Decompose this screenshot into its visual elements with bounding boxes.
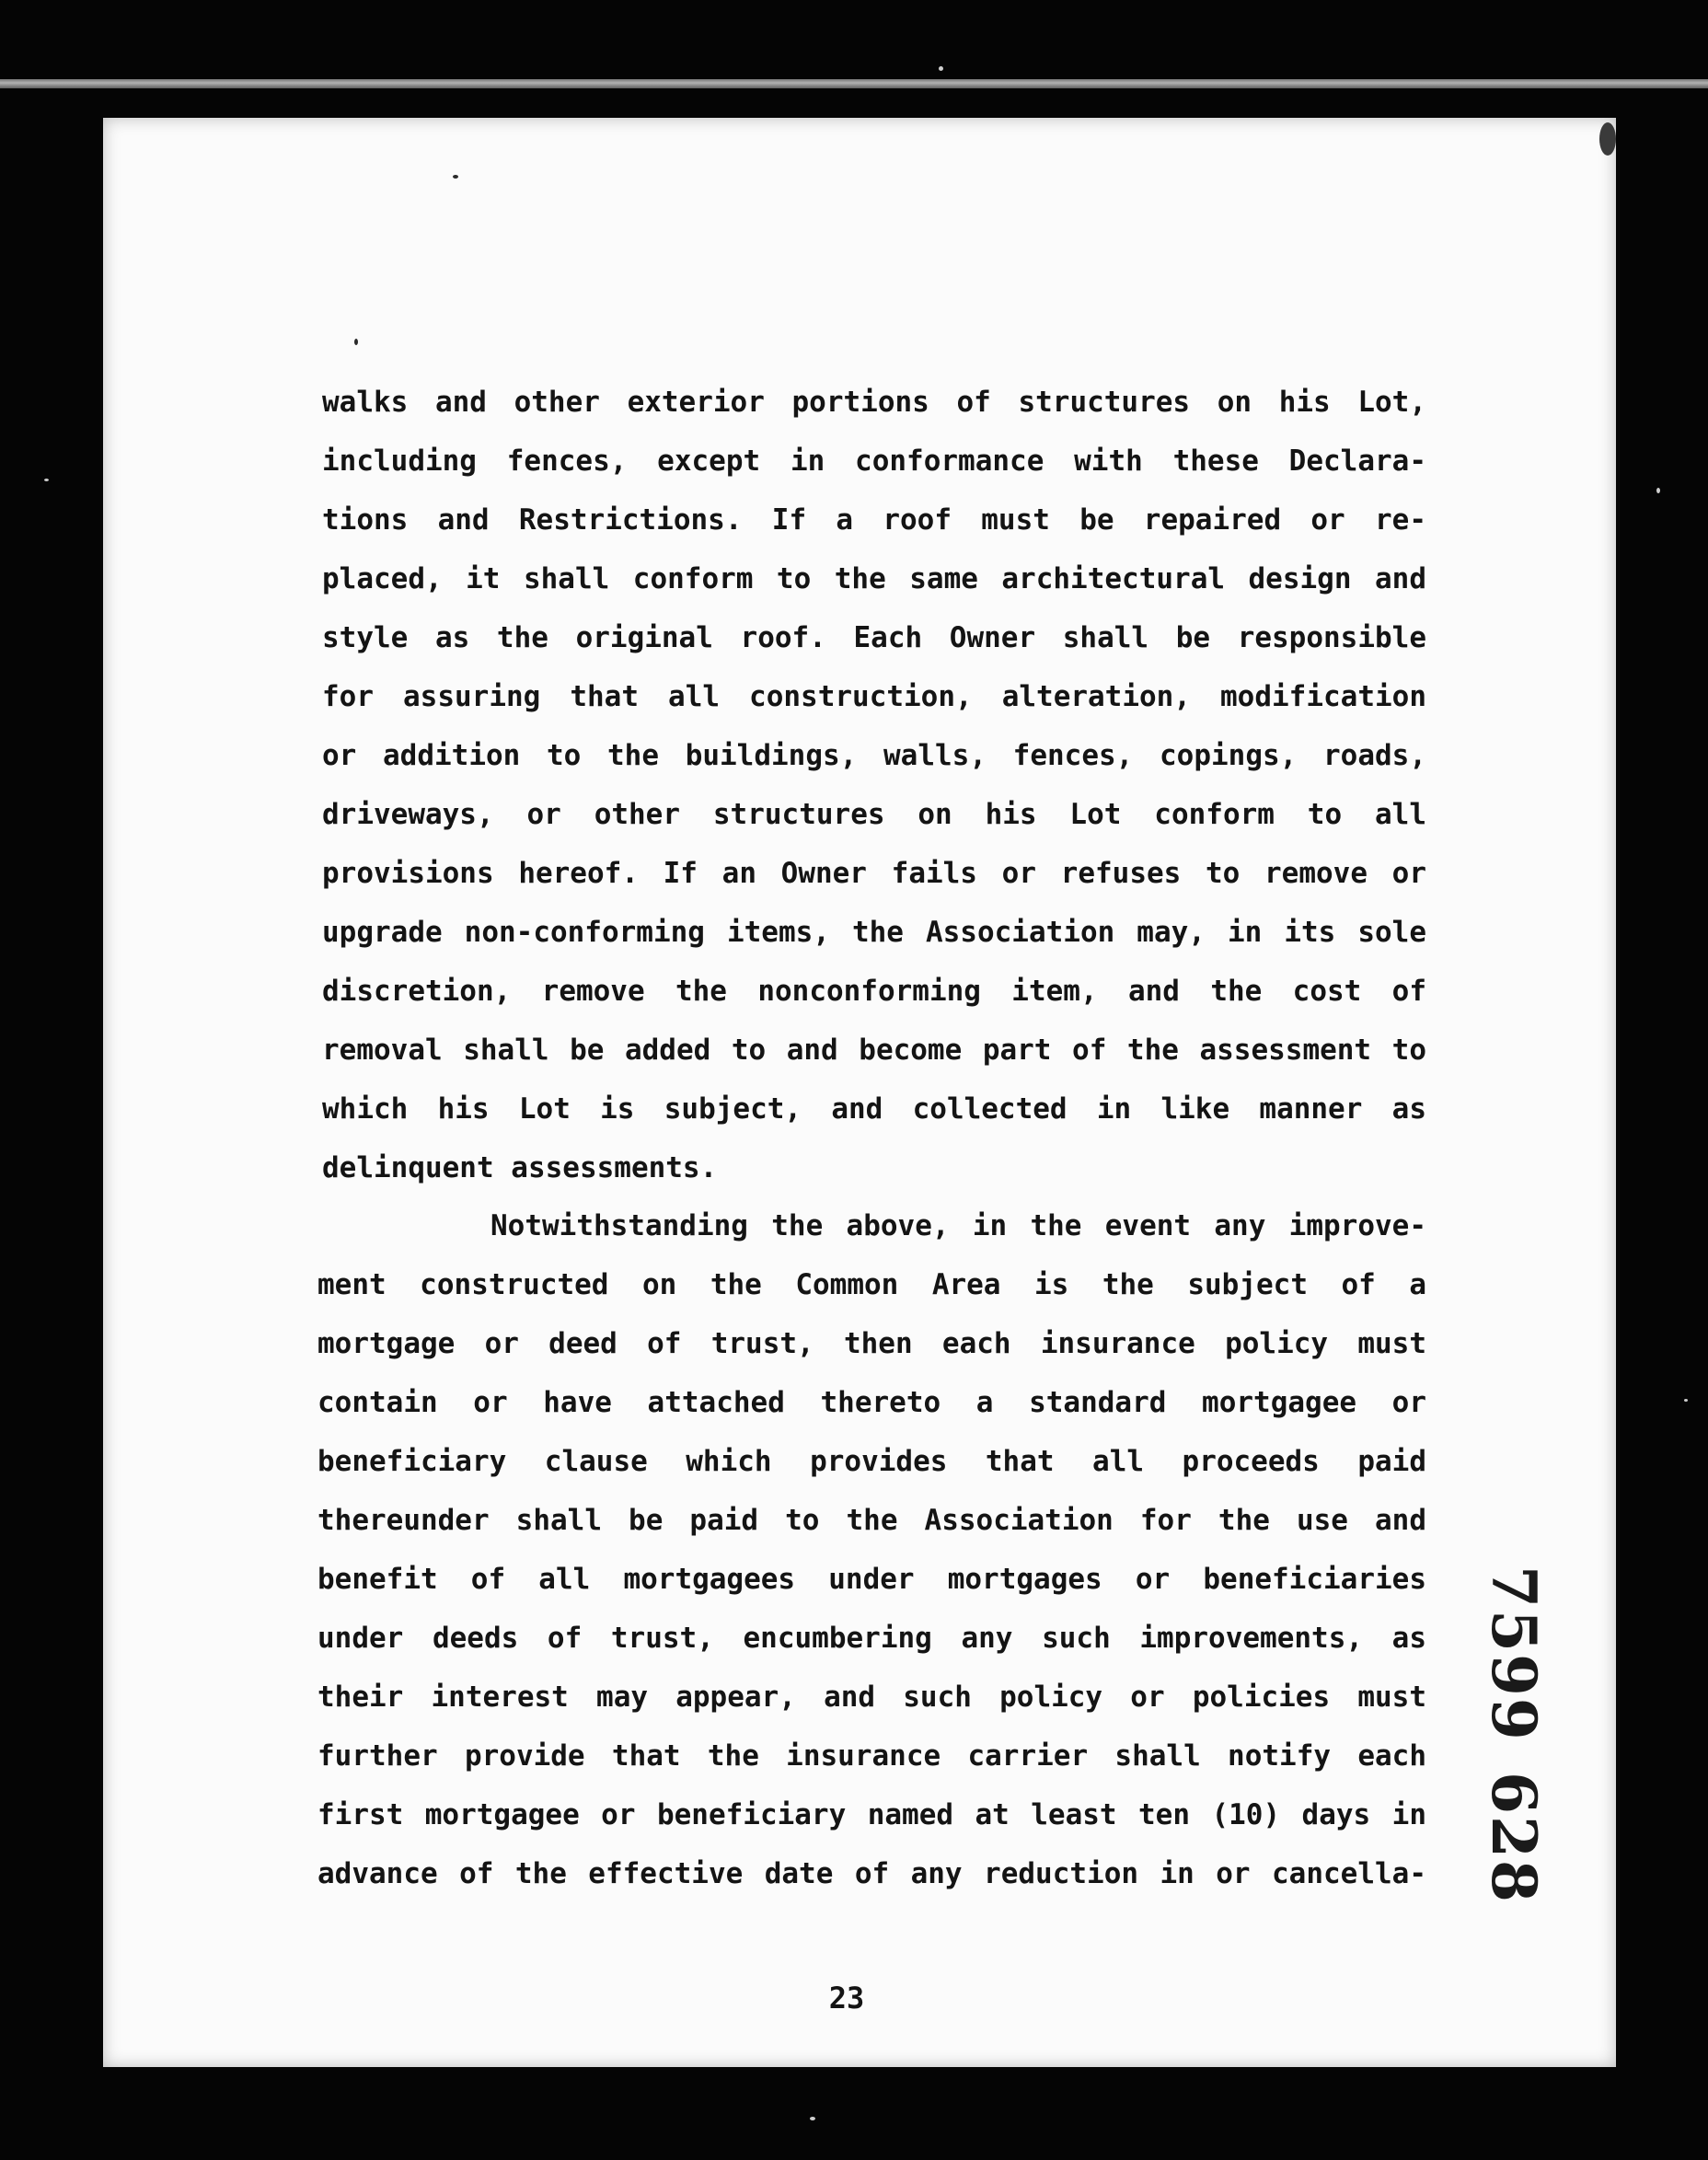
text-line: removal shall be added to and become part of the assessment to [322,1034,1426,1067]
page-number: 23 [828,1981,865,2016]
background-speck [1656,488,1660,493]
background-speck [1684,1399,1688,1402]
text-line: advance of the effective date of any reduction in or cancella- [317,1857,1426,1890]
page-speck [453,175,458,179]
paragraph-2 [317,1196,1426,1903]
text-line: tions and Restrictions. If a roof must be repaired or re- [322,503,1426,537]
page-speck [1599,122,1616,156]
background-speck [939,66,943,71]
text-line: first mortgagee or beneficiary named at least ten (10) days in [317,1798,1426,1831]
text-line: contain or have attached thereto a standard mortgagee or [317,1386,1426,1419]
text-line: their interest may appear, and such policy or policies must [317,1681,1426,1714]
page-speck [354,339,358,345]
text-line: which his Lot is subject, and collected in like manner as [322,1092,1426,1126]
text-line: thereunder shall be paid to the Association for the use and [317,1504,1426,1537]
text-line: placed, it shall conform to the same architectural design and [322,562,1426,595]
text-line: discretion, remove the nonconforming item, and the cost of [322,975,1426,1008]
text-line: or addition to the buildings, walls, fences, copings, roads, [322,739,1426,772]
text-line: beneficiary clause which provides that all proceeds paid [317,1445,1426,1478]
text-line: mortgage or deed of trust, then each insurance policy must [317,1327,1426,1360]
text-line: ment constructed on the Common Area is the subject of a [317,1268,1426,1301]
text-line: style as the original roof. Each Owner shall be responsible [322,621,1426,654]
text-line: for assuring that all construction, alteration, modification [322,680,1426,713]
text-line: provisions hereof. If an Owner fails or refuses to remove or [322,857,1426,890]
recording-stamp-page: 628 [1478,1772,1550,1904]
text-line: driveways, or other structures on his Lot conform to all [322,798,1426,831]
text-line: under deeds of trust, encumbering any such improvements, as [317,1622,1426,1655]
text-line: including fences, except in conformance with these Declara- [322,445,1426,478]
text-line: delinquent assessments. [322,1151,718,1184]
text-line: Notwithstanding the above, in the event any improve- [490,1209,1426,1242]
scanner-edge-line [0,79,1708,88]
text-line: upgrade non-conforming items, the Association may, in its sole [322,916,1426,949]
text-line: benefit of all mortgagees under mortgages or beneficiaries [317,1563,1426,1596]
recording-stamp-book: 7599 [1478,1565,1550,1742]
background-speck [44,479,49,481]
background-speck [810,2117,815,2120]
paragraph-1 [322,373,1426,1197]
text-line: further provide that the insurance carrier shall notify each [317,1739,1426,1773]
text-line: walks and other exterior portions of structures on his Lot, [322,386,1426,419]
